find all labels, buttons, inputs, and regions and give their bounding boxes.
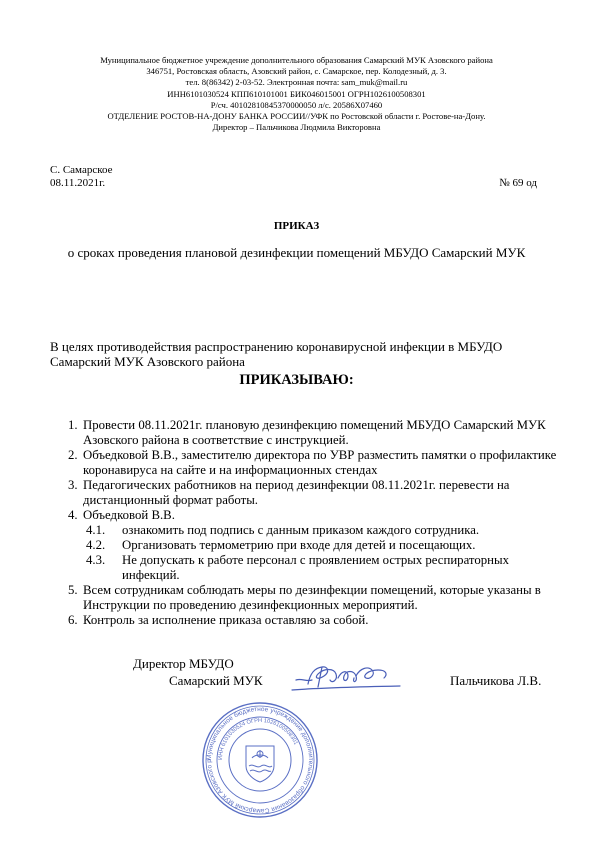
sub-item-number: 4.3. bbox=[86, 553, 106, 567]
item-text: Объедковой В.В. bbox=[83, 508, 175, 522]
document-place: С. Самарское bbox=[50, 164, 113, 176]
item-text: Педагогических работников на период дезинфекции 08.11.2021г. перевести на дистанционный формат работы. bbox=[83, 478, 510, 507]
letterhead-address: 346751, Ростовская область, Азовский район, с. Самарское, пер. Колодезный, д. 3. bbox=[146, 66, 447, 77]
list-item bbox=[68, 418, 558, 448]
document-date: 08.11.2021г. bbox=[50, 177, 106, 189]
item-number: 6. bbox=[68, 613, 78, 627]
letterhead-bank: ОТДЕЛЕНИЕ РОСТОВ-НА-ДОНУ БАНКА РОССИИ//УФК по Ростовской области г. Ростове-на-Дону. bbox=[107, 111, 486, 122]
signatory-name: Пальчикова Л.В. bbox=[450, 673, 542, 688]
item-number: 4. bbox=[68, 508, 78, 522]
list-item bbox=[68, 448, 558, 478]
document-title: ПРИКАЗ bbox=[273, 220, 320, 232]
letterhead-org-name: Муниципальное бюджетное учреждение дополнительного образования Самарский МУК Азовского района bbox=[100, 55, 493, 65]
sub-list-item bbox=[86, 523, 558, 538]
seal-inner-text: ИНН 6101030524 ОГРН 1026100508301 bbox=[217, 717, 299, 761]
sub-items-list bbox=[86, 523, 558, 583]
list-item bbox=[68, 478, 558, 508]
signatory-position: Директор МБУДО bbox=[133, 656, 234, 671]
item-text: Всем сотрудникам соблюдать меры по дезинфекции помещений, которые указаны в Инструкции по проведению дезинфекционных мероприятий. bbox=[83, 583, 541, 612]
document-subject: о сроках проведения плановой дезинфекции помещений МБУДО Самарский МУК bbox=[67, 245, 526, 260]
sub-list-item bbox=[86, 553, 558, 583]
item-text: Провести 08.11.2021г. плановую дезинфекцию помещений МБУДО Самарский МУК Азовского района в соответствие с инструкцией. bbox=[83, 418, 546, 447]
item-number: 3. bbox=[68, 478, 78, 492]
letterhead-contacts: тел. 8(86342) 2-03-52. Электронная почта: sam_muk@mail.ru bbox=[185, 77, 408, 88]
signatory-organization: Самарский МУК bbox=[169, 673, 263, 688]
sub-item-number: 4.2. bbox=[86, 538, 106, 552]
order-items-list bbox=[68, 418, 558, 628]
item-text: Объедковой В.В., заместителю директора по УВР разместить памятки о профилактике коронавируса на сайте и на информационных стендах bbox=[83, 448, 557, 477]
sub-item-text: ознакомить под подпись с данным приказом каждого сотрудника. bbox=[122, 523, 480, 537]
sub-item-text: Организовать термометрию при входе для детей и посещающих. bbox=[122, 538, 476, 552]
order-heading: ПРИКАЗЫВАЮ: bbox=[239, 372, 354, 388]
letterhead-director: Директор – Пальчикова Людмила Викторовна bbox=[212, 122, 381, 133]
sub-item-text: Не допускать к работе персонал с проявлением острых респираторных инфекций. bbox=[122, 553, 509, 582]
item-number: 1. bbox=[68, 418, 78, 432]
list-item bbox=[68, 508, 558, 523]
document-number: № 69 од bbox=[499, 177, 537, 189]
seal-emblem-icon bbox=[246, 746, 274, 782]
list-item bbox=[68, 613, 558, 628]
item-number: 2. bbox=[68, 448, 78, 462]
item-number: 5. bbox=[68, 583, 78, 597]
seal-outer-text: Муниципальное бюджетное учреждение дополнительного образования Самарский МУК Азовского р bbox=[205, 705, 315, 815]
sub-item-number: 4.1. bbox=[86, 523, 106, 537]
sub-list-item bbox=[86, 538, 558, 553]
list-item bbox=[68, 583, 558, 613]
item-text: Контроль за исполнение приказа оставляю за собой. bbox=[83, 613, 369, 627]
preamble: В целях противодействия распространению коронавирусной инфекции в МБУДО Самарский МУК Азовского района bbox=[50, 339, 503, 369]
handwritten-signature bbox=[288, 660, 408, 696]
letterhead bbox=[40, 55, 553, 133]
letterhead-requisites: ИНН6101030524 КПП610101001 БИК046015001 ОГРН1026100508301 bbox=[167, 88, 426, 99]
letterhead-account: Р/сч. 40102810845370000050 л/с. 20586X07460 bbox=[210, 99, 383, 110]
official-seal bbox=[200, 700, 320, 820]
